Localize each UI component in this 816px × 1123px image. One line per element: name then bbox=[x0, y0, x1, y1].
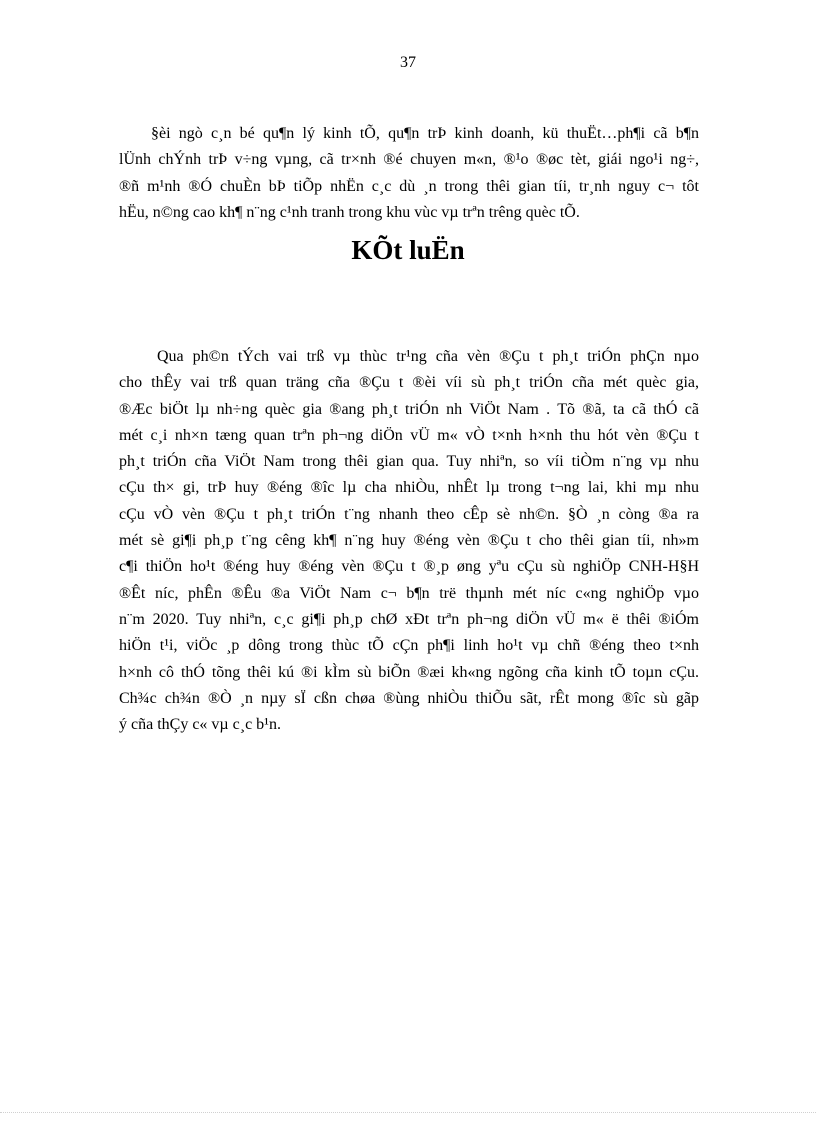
text-line: Qua ph©n tÝch vai trß vµ thùc tr¹ng cña vèn ®Çu t ph¸t triÓn phÇn nµo bbox=[157, 348, 699, 365]
text-line: ®Êt níc, phÊn ®Êu ®a ViÖt Nam c¬ b¶n trë thµnh mét níc c«ng nghiÖp vµo bbox=[119, 584, 699, 602]
text-line: hËu, n©ng cao kh¶ n¨ng c¹nh tranh trong khu vùc vµ trªn trêng quèc tÕ. bbox=[119, 203, 580, 221]
text-line: lÜnh chÝnh trÞ v÷ng vµng, cã tr×nh ®é chuyen m«n, ®¹o ®øc tèt, giái ngo¹i ng÷, bbox=[119, 151, 699, 169]
page-bottom-border bbox=[0, 1112, 816, 1113]
text-line: mét c¸i nh×n tæng quan trªn ph¬ng diÖn vÜ m« vÒ t×nh h×nh thu hót vèn ®Çu t bbox=[119, 426, 699, 444]
text-line: hiÖn t¹i, viÖc ¸p dông trong thùc tÕ cÇn ph¶i linh ho¹t vµ chñ ®éng theo t×nh bbox=[119, 637, 699, 655]
text-line: ®ñ m¹nh ®Ó chuÈn bÞ tiÕp nhËn c¸c dù ¸n trong thêi gian tíi, tr¸nh nguy c¬ tôt bbox=[119, 177, 699, 195]
text-line: cÇu vÒ vèn ®Çu t ph¸t triÓn t¨ng nhanh theo cÊp sè nh©n. §Ò ¸n còng ®a ra bbox=[119, 505, 699, 523]
text-line: ®Æc biÖt lµ nh÷ng quèc gia ®ang ph¸t triÓn nh ViÖt Nam . Tõ ®ã, ta cã thÓ cã bbox=[119, 400, 699, 418]
text-line: ý cña thÇy c« vµ c¸c b¹n. bbox=[119, 716, 281, 734]
text-line: mét sè gi¶i ph¸p t¨ng cêng kh¶ n¨ng huy ®éng vèn ®Çu t cho thêi gian tíi, nh»m bbox=[119, 532, 699, 550]
text-line: h×nh cô thÓ tõng thêi kú ®i kÌm sù biÕn ®æi kh«ng ngõng cña kinh tÕ toµn cÇu. bbox=[119, 663, 699, 681]
text-line: ph¸t triÓn cña ViÖt Nam trong thêi gian qua. Tuy nhiªn, so víi tiÒm n¨ng vµ nhu bbox=[119, 453, 699, 471]
text-line: n¨m 2020. Tuy nhiªn, c¸c gi¶i ph¸p chØ xÐt trªn ph¬ng diÖn vÜ m« ë thêi ®iÓm bbox=[119, 610, 699, 628]
paragraph-conclusion bbox=[119, 344, 699, 738]
text-line: Ch¾c ch¾n ®Ò ¸n nµy sÏ cßn chøa ®ùng nhiÒu thiÕu sãt, rÊt mong ®îc sù gãp bbox=[119, 689, 699, 707]
text-line: c¶i thiÖn ho¹t ®éng huy ®éng vèn ®Çu t ®¸p øng yªu cÇu sù nghiÖp CNH-H§H bbox=[119, 558, 699, 576]
text-line: cÇu th× gi, trÞ huy ®éng ®îc lµ cha nhiÒu, nhÊt lµ trong t¬ng lai, khi mµ nhu bbox=[119, 479, 699, 497]
text-line: §èi ngò c¸n bé qu¶n lý kinh tÕ, qu¶n trÞ kinh doanh, kü thuËt…ph¶i cã b¶n bbox=[151, 125, 699, 142]
paragraph-staff-quality bbox=[119, 121, 699, 226]
page-number: 37 bbox=[400, 54, 416, 71]
text-line: cho thÊy vai trß quan träng cña ®Çu t ®èi víi sù ph¸t triÓn cña mét quèc gia, bbox=[119, 374, 699, 392]
conclusion-heading: KÕt luËn bbox=[351, 235, 465, 265]
